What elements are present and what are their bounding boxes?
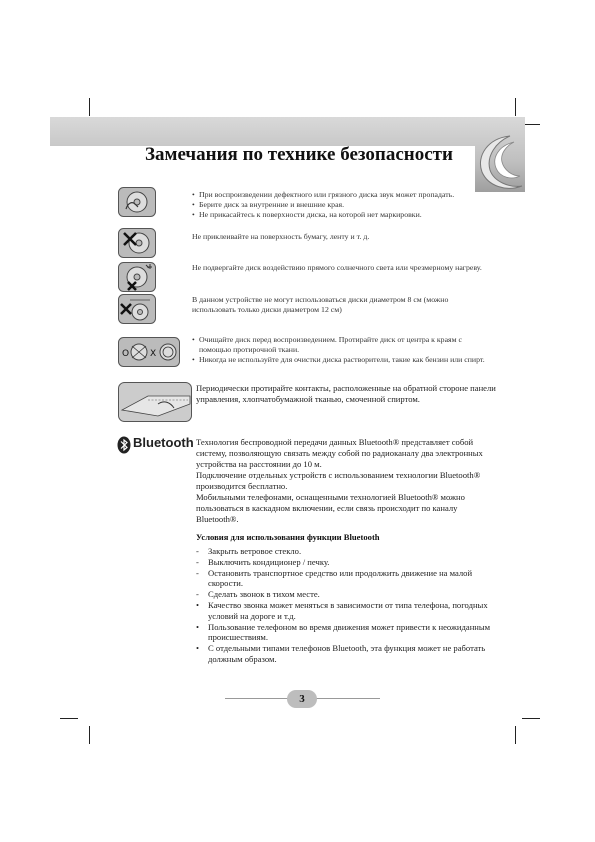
list-item: • Не прикасайтесь к поверхности диска, на которой нет маркировки.	[192, 210, 502, 220]
list-item: - Выключить кондиционер / печку.	[196, 556, 330, 567]
list-item: • С отдельными типами телефонов Bluetooth, эта функция может не работать должным образом.	[196, 643, 486, 664]
list-item: • Берите диск за внутренние и внешние края.	[192, 200, 502, 210]
disc-care-block-6: Периодически протирайте контакты, расположенные на обратной стороне панели управления, хлопчатобумажной тканью, смоченной спиртом.	[196, 383, 496, 404]
disc-cleaning-icon	[118, 337, 180, 372]
conditions-title: Условия для использования функции Bluetooth	[196, 532, 380, 542]
list-item: • При воспроизведении дефектного или грязного диска звук может пропадать.	[192, 190, 502, 200]
bluetooth-description: Технология беспроводной передачи данных Bluetooth® представляет собой систему, позволяющую связать между собой по радиоканалу два электронных устройства на расстоянии до 10 м. Подключение отдельных устройств с использованием технологии Bluetooth® производится бесплатно. Мобильными телефонами, оснащенными технологией Bluetooth® можно пользоваться в каскадном включении, если связь происходит по каналу Bluetooth®.	[196, 437, 483, 524]
conditions-list	[196, 546, 496, 665]
disc-care-block-1	[192, 190, 502, 220]
page-title: Замечания по технике безопасности	[145, 144, 453, 165]
disc-care-block-5	[192, 335, 492, 365]
bluetooth-logo-text: Bluetooth	[133, 435, 194, 450]
no-sun-icon	[118, 262, 156, 297]
list-item: • Очищайте диск перед воспроизведением. Протирайте диск от центра к краям с помощью протирочной ткани.	[192, 335, 492, 355]
swoosh-decoration-icon	[470, 128, 530, 198]
contacts-cleaning-icon	[118, 382, 192, 427]
disc-care-block-2: Не приклеивайте на поверхность бумагу, ленту и т. д.	[192, 232, 370, 241]
crop-mark	[515, 726, 516, 744]
crop-mark	[522, 718, 540, 719]
bluetooth-icon	[117, 436, 131, 454]
bad-mark: X	[150, 349, 157, 359]
crop-mark	[515, 98, 516, 116]
no-8cm-disc-icon	[118, 294, 156, 329]
crop-mark	[89, 98, 90, 116]
crop-mark	[89, 726, 90, 744]
list-item: - Сделать звонок в тихом месте.	[196, 589, 320, 600]
list-item: - Остановить транспортное средство или продолжить движение на малой скорости.	[196, 567, 473, 589]
disc-handling-icon	[118, 187, 156, 222]
ok-mark: O	[122, 349, 130, 359]
no-tape-icon	[118, 228, 156, 263]
list-item: • Качество звонка может меняться в зависимости от типа телефона, погодных условий на дороге и т.д.	[196, 599, 488, 621]
disc-care-block-4: В данном устройстве не могут использоваться диски диаметром 8 см (можно использовать только диски диаметром 12 см)	[192, 295, 449, 314]
list-item: • Никогда не используйте для очистки диска растворители, такие как бензин или спирт.	[192, 355, 492, 365]
crop-mark	[60, 718, 78, 719]
disc-care-block-3: Не подвергайте диск воздействию прямого солнечного света или чрезмерному нагреву.	[192, 263, 482, 272]
page-number: 3	[287, 690, 317, 708]
list-item: • Пользование телефоном во время движения может привести к неожиданным происшествиям.	[196, 621, 491, 643]
list-item: - Закрыть ветровое стекло.	[196, 546, 302, 556]
